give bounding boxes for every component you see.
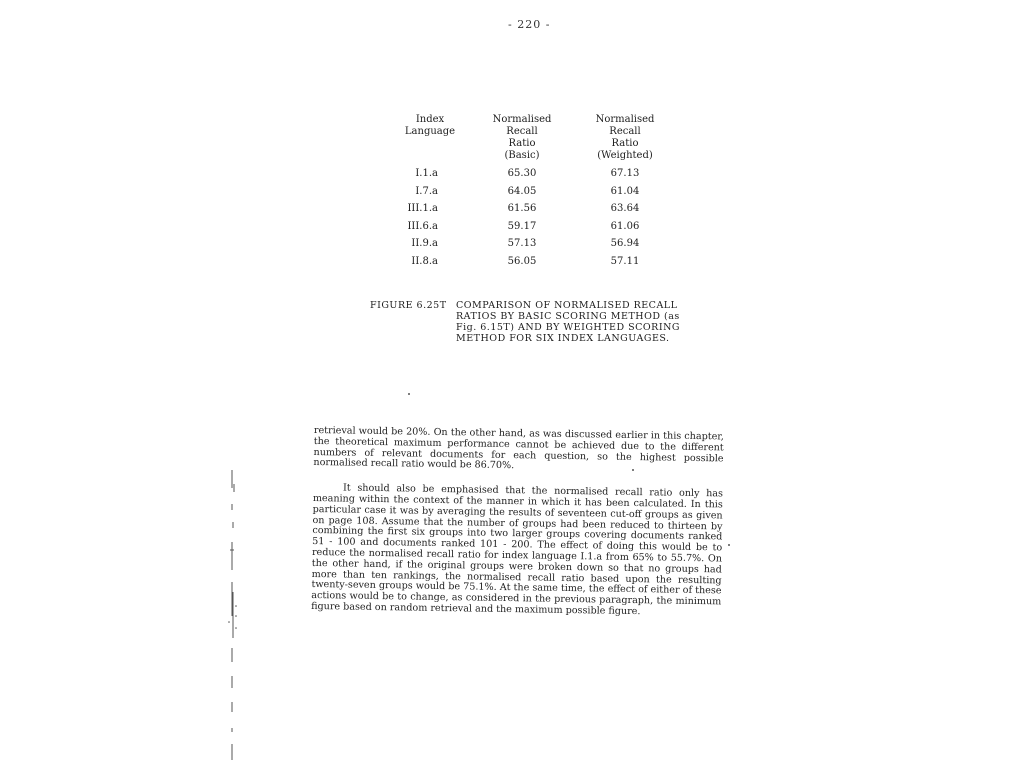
- cell-recall-weighted: 67.13: [610, 168, 640, 179]
- cell-recall-basic: 64.05: [507, 185, 537, 197]
- cell-recall-weighted: 63.64: [610, 203, 640, 214]
- page-number: - 220 -: [508, 18, 551, 31]
- table-row: [388, 221, 678, 239]
- body-text: [311, 426, 724, 633]
- paragraph-retrieval: retrieval would be 20%. On the other hand, as was discussed earlier in this chapter, the theoretical maximum performance cannot be achieved due to the different numbers of relevant documents for each question, so the highest possible normalised recall ratio would be 86.70%.: [313, 425, 724, 472]
- table-row: [388, 256, 678, 274]
- paragraph-emphasis: It should also be emphasised that the normalised recall ratio only has meaning within the context of the manner in which it has been calculated. In this particular case it was by averaging the results of seventeen cut-off groups as given on page 108. Assume that the number of groups had been reduced to thirteen by combining the first six groups into two larger groups covering documents ranked 51 - 100 and documents ranked 101 - 200. The effect of doing this would be to reduce the normalised recall ratio for index language I.1.a from 65% to 55.7%. On the other hand, if the original groups were broken down so that no groups had more than ten rankings, the normalised recall ratio based upon the resulting twenty-seven groups would be 75.1%. At the same time, the effect of either of these actions would be to change, as considered in the previous paragraph, the minimum figure based on random retrieval and the maximum possible figure.: [311, 482, 724, 618]
- cell-index-language: III.6.a: [407, 220, 438, 232]
- header-recall-basic: Normalised Recall Ratio (Basic): [492, 114, 552, 161]
- scan-margin-marks: [224, 466, 242, 766]
- cell-recall-weighted: 57.11: [610, 255, 640, 267]
- header-recall-weighted: Normalised Recall Ratio (Weighted): [595, 114, 655, 161]
- cell-index-language: II.9.a: [411, 238, 438, 249]
- cell-recall-basic: 56.05: [507, 255, 537, 267]
- table-row: [388, 238, 678, 256]
- table-row: [388, 186, 678, 204]
- header-index-language: Index Language: [404, 114, 456, 137]
- cell-recall-basic: 65.30: [507, 168, 537, 179]
- cell-index-language: I.7.a: [415, 185, 438, 197]
- table-header-row: [388, 114, 678, 168]
- cell-recall-weighted: 61.06: [610, 220, 640, 232]
- cell-recall-basic: 57.13: [507, 238, 537, 249]
- results-table: [388, 114, 678, 273]
- cell-recall-weighted: 61.04: [610, 185, 640, 197]
- cell-recall-basic: 59.17: [507, 220, 537, 232]
- scan-speck: [728, 544, 730, 546]
- table-row: [388, 203, 678, 221]
- cell-recall-basic: 61.56: [507, 203, 537, 214]
- cell-index-language: II.8.a: [411, 255, 438, 267]
- figure-caption: [370, 300, 700, 344]
- figure-label: FIGURE 6.25T: [370, 300, 447, 311]
- cell-recall-weighted: 56.94: [610, 238, 640, 249]
- figure-caption-text: COMPARISON OF NORMALISED RECALL RATIOS BY BASIC SCORING METHOD (as Fig. 6.15T) AND BY WEIGHTED SCORING METHOD FOR SIX INDEX LANGUAGES.: [456, 300, 680, 344]
- table-row: [388, 168, 678, 186]
- cell-index-language: III.1.a: [407, 203, 438, 214]
- scan-speck: [408, 393, 410, 395]
- cell-index-language: I.1.a: [415, 168, 438, 179]
